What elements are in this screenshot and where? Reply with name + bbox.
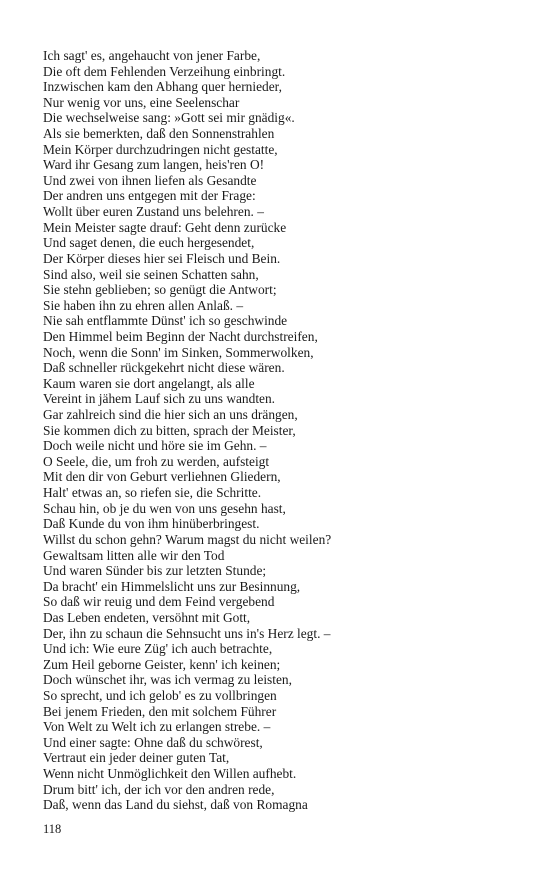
poem-line: Vereint in jähem Lauf sich zu uns wandten.: [43, 391, 276, 407]
poem-line: Mein Meister sagte drauf: Geht denn zurücke: [43, 219, 287, 235]
poem-line: Und einer sagte: Ohne daß du schwörest,: [43, 734, 263, 750]
poem-line: Und saget denen, die euch hergesendet,: [43, 235, 255, 251]
poem-line: Der andren uns entgegen mit der Frage:: [43, 188, 256, 204]
poem-line: Daß schneller rückgekehrt nicht diese wären.: [43, 360, 285, 376]
poem-line: Kaum waren sie dort angelangt, als alle: [43, 375, 255, 391]
poem-line: Bei jenem Frieden, den mit solchem Führer: [43, 703, 277, 719]
poem-line: Ward ihr Gesang zum langen, heis'ren O!: [43, 157, 265, 173]
poem-line: Doch wünschet ihr, was ich vermag zu leisten,: [43, 672, 292, 688]
poem-line: Noch, wenn die Sonn' im Sinken, Sommerwolken,: [43, 344, 314, 360]
poem-line: Und zwei von ihnen liefen als Gesandte: [43, 172, 257, 188]
poem-line: O Seele, die, um froh zu werden, aufsteigt: [43, 453, 270, 469]
poem-line: Sind also, weil sie seinen Schatten sahn,: [43, 266, 259, 282]
poem-line: Willst du schon gehn? Warum magst du nicht weilen?: [43, 531, 332, 547]
poem-line: Sie stehn geblieben; so genügt die Antwort;: [43, 282, 277, 298]
poem-line: So sprecht, und ich gelob' es zu vollbringen: [43, 687, 277, 703]
poem-line: Wollt über euren Zustand uns belehren. –: [43, 204, 264, 220]
poem-line: Und ich: Wie eure Züg' ich auch betrachte,: [43, 641, 273, 657]
poem-line: So daß wir reuig und dem Feind vergebend: [43, 594, 275, 610]
poem-line: Der Körper dieses hier sei Fleisch und Bein.: [43, 250, 281, 266]
poem-line: Der, ihn zu schaun die Sehnsucht uns in's Herz legt. –: [43, 625, 331, 641]
poem-line: Gar zahlreich sind die hier sich an uns drängen,: [43, 407, 298, 423]
poem-line: Mit den dir von Geburt verliehnen Gliedern,: [43, 469, 281, 485]
poem-line: Inzwischen kam den Abhang quer hernieder,: [43, 79, 282, 95]
poem-line: Und waren Sünder bis zur letzten Stunde;: [43, 563, 267, 579]
poem-line: Halt' etwas an, so riefen sie, die Schritte.: [43, 485, 262, 501]
poem-line: Nie sah entflammte Dünst' ich so geschwinde: [43, 313, 288, 329]
poem-line: Nur wenig vor uns, eine Seelenschar: [43, 94, 240, 110]
poem-line: Die wechselweise sang: »Gott sei mir gnädig«.: [43, 110, 295, 126]
poem-line: Den Himmel beim Beginn der Nacht durchstreifen,: [43, 328, 318, 344]
poem-line: Ich sagt' es, angehaucht von jener Farbe,: [43, 48, 261, 63]
poem-line: Sie haben ihn zu ehren allen Anlaß. –: [43, 297, 244, 313]
poem-line: Zum Heil geborne Geister, kenn' ich keinen;: [43, 656, 281, 672]
poem-line: Vertraut ein jeder deiner guten Tat,: [43, 750, 230, 766]
poem-line: Mein Körper durchzudringen nicht gestatte,: [43, 141, 278, 157]
poem-line: Daß, wenn das Land du siehst, daß von Romagna: [43, 797, 308, 813]
poem-line: Sie kommen dich zu bitten, sprach der Meister,: [43, 422, 296, 438]
page-number: 118: [43, 822, 62, 836]
poem-line: Schau hin, ob je du wen von uns gesehn hast,: [43, 500, 286, 516]
poem-line: Das Leben endeten, versöhnt mit Gott,: [43, 609, 251, 625]
poem-text-block: [43, 48, 523, 813]
poem-line: Wenn nicht Unmöglichkeit den Willen aufhebt.: [43, 766, 297, 782]
poem-line: Daß Kunde du von ihm hinüberbringest.: [43, 516, 260, 532]
poem-line: Drum bitt' ich, der ich vor den andren rede,: [43, 781, 275, 797]
poem-line: Doch weile nicht und höre sie im Gehn. –: [43, 438, 267, 454]
poem-line: Gewaltsam litten alle wir den Tod: [43, 547, 225, 563]
poem-line: Von Welt zu Welt ich zu erlangen strebe. –: [43, 719, 271, 735]
poem-line: Als sie bemerkten, daß den Sonnenstrahlen: [43, 126, 275, 142]
poem-line: Da bracht' ein Himmelslicht uns zur Besinnung,: [43, 578, 301, 594]
poem-line: Die oft dem Fehlenden Verzeihung einbringt.: [43, 63, 286, 79]
